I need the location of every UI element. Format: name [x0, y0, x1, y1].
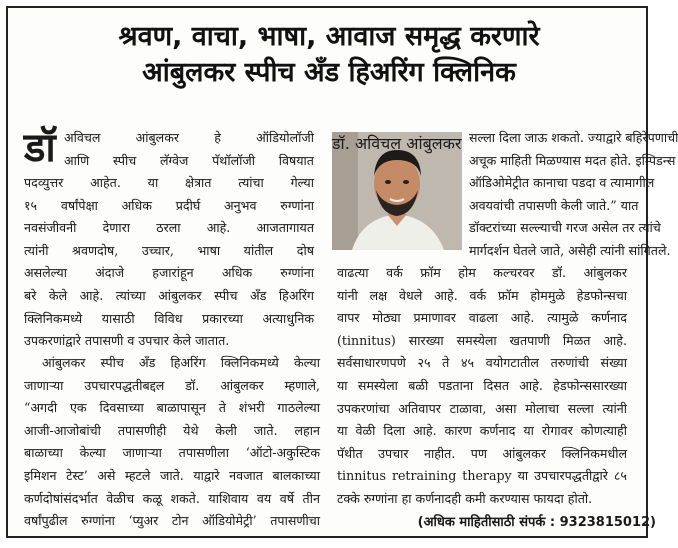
headline [6, 22, 652, 88]
text-line: कर्णदोषांसंदर्भात वेळीच कळू शकते. याशिवाय वय वर्षे तीन [24, 490, 320, 506]
text-line: सर्वसाधारणपणे २५ ते ४५ वयोगटातील तरुणांची संख्या [337, 355, 627, 371]
text-line: वापर मोठ्या प्रमाणावर वाढला आहे. त्यामुळे कर्णनाद [337, 310, 627, 326]
text-line: बाळाच्या केल्या जाणाऱ्या तपासणीला ‘ऑटो-अकुस्टिक [24, 445, 320, 461]
col2-top [337, 127, 678, 263]
text-line: इमिशन टेस्ट’ असे म्हटले जाते. याद्वारे नवजात बालकाच्या [24, 467, 320, 483]
text-line: या समस्येला बळी पडताना दिसत आहे. हेडफोन्ससारख्या [337, 377, 627, 393]
text-line: क्लिनिकमध्ये यासाठी विविध प्रकारच्या अत्याधुनिक [24, 310, 314, 326]
headline-line-2: आंबुलकर स्पीच अँड हिअरिंग क्लिनिक [142, 57, 516, 89]
text-line: उपकरणांचा अतिवापर टाळावा, असा मोलाचा सल्ला त्यांनी [337, 400, 627, 416]
text-line: जाणाऱ्या उपचारपद्धतीबद्दल डॉ. आंबुलकर म्हणाले, [24, 377, 320, 393]
contact-info: (अधिक माहितीसाठी संपर्क : 9323815012) [417, 515, 656, 530]
text-line: (tinnitus) सारख्या समस्येला खतपाणी मिळत आहे. [337, 332, 627, 348]
text-line: डॉक्टरांच्या सल्ल्याची गरज असेल तर त्यांचे [469, 220, 661, 236]
text-line: अवयवांची तपासणी केली जाते.” यात [469, 197, 639, 213]
text-line: सल्ला दिला जाऊ शकतो. ज्याद्वारे बहिरेपणाची [469, 130, 678, 145]
text-line: नवसंजीवनी देणारा ठरला आहे. आजतागायत [24, 220, 314, 236]
text-line: आणि स्पीच लॅग्वेज पॅथॉलॉजी विषयात [64, 152, 314, 168]
text-line: अचूक माहिती मिळण्यास मदत होते. इम्पिडन्स [469, 152, 676, 168]
text-line: आंबुलकर स्पीच अँड हिअरिंग क्लिनिकमध्ये केल्या [42, 355, 320, 370]
text-line: पदव्युत्तर आहेत. या क्षेत्रात त्यांचा गेल्या [24, 175, 314, 190]
text-line: पॅथीत उपचार नाहीत. पण आंबुलकर क्लिनिकमधील [337, 445, 627, 461]
text-line: टक्के रुग्णांना हा कर्णनादही कमी करण्यास फायदा होतो. [337, 490, 593, 506]
text-line: ऑडिओमेट्रीत कानाचा पडदा व त्यामागील [469, 175, 655, 191]
text-line: त्यांनी श्रवणदोष, उच्चार, भाषा यांतील दोष [24, 242, 314, 258]
text-line: वाढत्या वर्क फ्रॉम होम कल्चरवर डॉ. आंबुलकर [337, 265, 627, 280]
text-line: अविचल आंबुलकर हे ऑडियोलॉजी [64, 130, 314, 145]
col1-body [24, 172, 314, 353]
text-line: “अगदी एक दिवसाच्या बाळापासून ते शंभरी गाठलेल्या [24, 400, 320, 416]
text-line: असलेल्या अंदाजे हजारांहून अधिक रुग्णांना [24, 265, 314, 281]
col2-bottom [337, 262, 627, 511]
text-line: वर्षांपुढील रुग्णांना ‘प्युअर टोन ऑडियोमेट्री’ तपासणीचा [24, 513, 320, 529]
text-line: tinnitus retraining therapy या उपचारपद्धतीद्वारे ८५ [337, 468, 627, 484]
text-line: उपकरणांद्वारे तपासणी व उपचार केले जातात. [24, 333, 230, 349]
text-line: या वेळी दिला आहे. कारण कर्णनाद या रोगावर कोणत्याही [337, 423, 627, 439]
text-line: मार्गदर्शन घेतले जाते, असेही त्यांनी सांगितले. [469, 242, 671, 258]
headline-line-1: श्रवण, वाचा, भाषा, आवाज समृद्ध करणारे [118, 21, 540, 52]
text-line: १५ वर्षांपेक्षा अधिक प्रदीर्घ अनुभव रुग्णांना [24, 197, 314, 213]
col1-top [64, 127, 314, 172]
text-line: आजी-आजोबांची तपासणीही येथे केली जाते. लहान [24, 422, 320, 438]
col1-para2 [24, 352, 320, 533]
drop-cap: डॉ [24, 125, 56, 171]
photo-caption: डॉ. अविचल आंबुलकर [332, 134, 462, 153]
text-line: यांनी लक्ष वेधले आहे. वर्क फ्रॉम होममुळे हेडफोन्सचा [337, 287, 627, 303]
text-line: बरे केले आहे. त्यांच्या आंबुलकर स्पीच अँड हिअरिंग [24, 287, 314, 303]
